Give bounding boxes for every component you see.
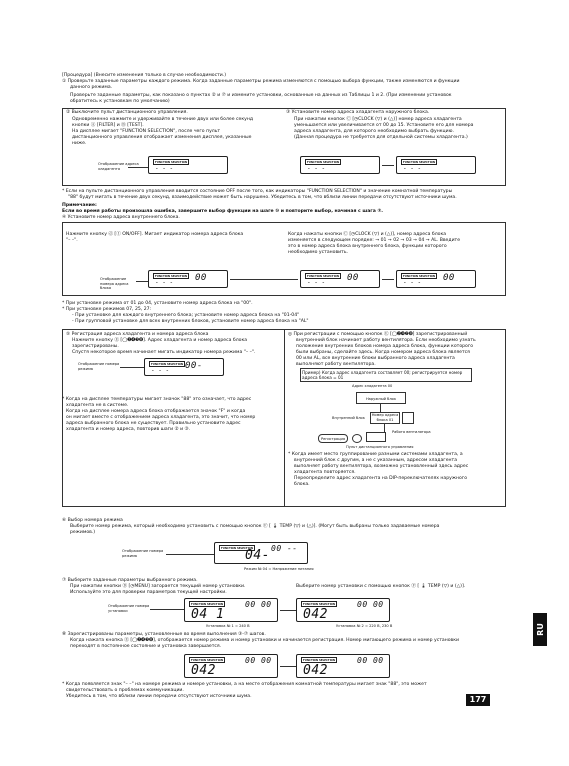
lcd-setting-digits: 042 <box>191 663 216 678</box>
step1-text: данного режима. <box>70 85 113 90</box>
step3-text: При нажатии кнопок Ⓒ [◷CLOCK (▽) и (△)] номер адреса хладагента <box>294 117 462 122</box>
remote-controller-icon <box>366 432 386 442</box>
lcd-digits: 00- <box>185 361 203 371</box>
function-selection-badge: FUNCTION SELECTION <box>307 274 340 278</box>
step2-title: ② Выключите пульт дистанционного управления. <box>66 110 188 115</box>
group-note: выполняет работу вентилятора, возможно установленный здесь адрес <box>294 464 469 469</box>
lcd-display <box>296 654 390 678</box>
step5-note: Когда на дисплее номера адреса блока отображается значок "F" и когда <box>66 409 246 414</box>
step1-text: ① Проверьте заданные параметры каждого режима. Когда заданные параметры режима изменяются с помощью выбора функции, также изменяются и функции <box>62 79 460 84</box>
lcd-dashes: - - - <box>151 367 170 374</box>
footer-note: свидетельствовать о проблемах коммуникации. <box>66 688 184 693</box>
function-selection-badge: FUNCTION SELECTION <box>191 602 224 606</box>
arrow-line <box>280 666 296 667</box>
diagram-address-label: Адрес хладагента 00 <box>352 384 393 388</box>
remote-controller-label: Пульт дистанционного управления <box>346 445 414 449</box>
leader-line <box>128 167 148 168</box>
unit-number-label: Отображение номера адреса блока <box>100 277 129 291</box>
indoor-unit-box <box>402 412 414 424</box>
lcd-setting-digits: 042 <box>303 607 328 622</box>
step5-note: * Когда на дисплее температуры мигает значок "88" это означает, что адрес <box>62 397 252 402</box>
lcd-display <box>396 270 476 288</box>
unit-address-label: Номер адреса блока 01 <box>371 413 399 422</box>
footer-note: * Когда появляется знак "– –" на номере режима и номере установки, а на месте отображения комнатной температуры мигает знак "88", это может <box>62 682 427 687</box>
lcd-dashes: - - - <box>307 165 326 172</box>
lcd-digits: 00 00 <box>357 600 384 609</box>
step7-text: Выберите номер установки с помощью кнопок Ⓕ [ 🌡 TEMP (▽) и (△)]. <box>296 584 466 589</box>
step3-text: уменьшается или увеличивается от 00 до 15. Установите его для номера <box>294 123 474 128</box>
step6-text: Выберите номер режима, который необходимо установить с помощью кнопок Ⓕ [ 🌡 TEMP (▽) и (△)]. (Могут быть выбраны только задаваемые номера <box>70 524 440 529</box>
lcd-digits: 00 <box>347 273 359 283</box>
step4-text: Нажмите кнопку ⓓ [Ⓘ ON/OFF]. Мигает индикатор номера адреса блока <box>66 232 244 237</box>
refrigerant-address-label: Отображение адреса хладагента <box>98 162 139 171</box>
indoor-unit-box <box>370 412 400 424</box>
step5-text: Нажмите кнопку Ⓔ [◯➋➍❼➑]. Адрес хладагента и номер адреса блока <box>72 338 248 343</box>
step5-note: адреса выбранного блока не существует. Правильно установите адрес <box>66 421 241 426</box>
step2-text: ниже. <box>72 141 87 146</box>
lcd-dashes: - - - <box>155 279 174 286</box>
function-selection-badge: FUNCTION SELECTION <box>221 546 254 550</box>
setting-number-label: Отображение номера установки <box>108 604 150 613</box>
step6-text: режимов.) <box>70 530 96 535</box>
lcd-digits: 00 -- <box>271 544 298 553</box>
example-text: Пример) Когда адрес хладагента составляет 00; регистрируется номер адреса блока = 01 <box>302 370 463 381</box>
function-selection-badge: FUNCTION SELECTION <box>303 658 336 662</box>
lcd-display <box>214 542 308 564</box>
step2-text: дистанционного управления отображает изменения дисплея, указанные <box>72 135 252 140</box>
lcd-digits: 00 <box>195 273 207 283</box>
group-note: Переопределите адрес хладагента на DIP-переключателях наружного <box>294 476 468 481</box>
step3-text: адреса хладагента, для которого необходимо выбрать функцию. <box>294 129 454 134</box>
lcd-display <box>300 270 380 288</box>
lcd-display <box>148 270 228 288</box>
step4-note: - При установке для каждого внутреннего блока; установите номер адреса блока на "01-04" <box>72 313 300 318</box>
step4-text: необходимо установить. <box>288 250 348 255</box>
function-selection-badge: FUNCTION SELECTION <box>151 362 184 366</box>
registration-bubble <box>318 434 348 443</box>
group-registration-text: положение внутренних блоков номера адреса блока, функции которого <box>296 344 474 349</box>
hand-icon <box>352 434 362 443</box>
arrow-line <box>382 165 394 166</box>
column-divider <box>284 329 285 507</box>
lcd-display <box>396 156 476 174</box>
group-note: внутренний блок с другим, а не с указанным, адресом хладагента <box>294 458 458 463</box>
lcd-display <box>300 156 380 174</box>
step6-title: ⑥ Выбор номера режима <box>62 518 123 523</box>
lcd-digits: 00 00 <box>357 656 384 665</box>
page-number: 177 <box>466 694 490 706</box>
step5-title: ⑤ Регистрация адреса хладагента и номера адреса блока <box>66 332 209 337</box>
function-selection-badge: FUNCTION SELECTION <box>403 274 436 278</box>
note-warning: Если во время работы произошла ошибка, завершите выбор функции на шаге ⑩ и повторите выбор, начиная с шага ②. <box>62 209 384 214</box>
step4-note: * При установке режима от 01 до 04, установите номер адреса блока на "00". <box>62 301 253 306</box>
setting-caption: Установка № 2 = 220 В, 230 В <box>336 624 393 628</box>
lcd-display <box>184 598 278 622</box>
step8-title: ⑧ Зарегистрированы параметры, установленные во время выполнения ③-⑦ шагов. <box>62 632 266 637</box>
indoor-unit-label: Внутренний блок <box>332 416 365 420</box>
lcd-display <box>148 156 228 174</box>
outdoor-unit-box <box>356 392 406 404</box>
lcd-digits: 00 00 <box>245 600 272 609</box>
lcd-dashes: - - - <box>155 165 174 172</box>
function-selection-badge: FUNCTION SELECTION <box>307 160 340 164</box>
language-tab <box>533 613 547 646</box>
arrow-line <box>382 279 394 280</box>
step4-text: это в номер адреса блока внутреннего блока, функции которого <box>288 244 447 249</box>
fan-operation-label: Работа вентилятора <box>392 430 431 434</box>
function-selection-badge: FUNCTION SELECTION <box>155 160 188 164</box>
arrow-line <box>280 610 296 611</box>
step5-note: он мигает вместе с отображением адреса хладагента, это значит, что номер <box>66 415 256 420</box>
function-selection-badge: FUNCTION SELECTION <box>155 274 188 278</box>
lcd-dashes: - - - <box>403 279 422 286</box>
step5-note: хладагента не в системе. <box>66 403 129 408</box>
step1-text: обратитесь к установкам по умолчанию) <box>70 99 170 104</box>
group-registration-text: выполняют работу вентилятора. <box>296 362 376 367</box>
registration-label: Регистрация <box>320 437 346 441</box>
lcd-dashes: - - - <box>403 165 422 172</box>
mode-caption: Режим № 04 = Напряжение питания <box>244 567 314 571</box>
step4-text: изменяется в следующем порядке: → 01 → 02 → 03 → 04 → AL. Введите <box>288 238 461 243</box>
note-text: * Если на пульте дистанционного управления вводится состояние OFF после того, как индикаторы "FUNCTION SELECTION" и значение комнатной температуры <box>62 189 453 194</box>
leader-line <box>166 554 214 555</box>
group-note: * Когда имеет место группирование разными системами хладагента, а <box>288 452 463 457</box>
function-selection-badge: FUNCTION SELECTION <box>191 658 224 662</box>
function-selection-badge: FUNCTION SELECTION <box>303 602 336 606</box>
step2-text: На дисплее мигает "FUNCTION SELECTION", после чего пульт <box>72 129 221 134</box>
connector-line <box>384 424 385 432</box>
group-registration-text: 00 или AL, все внутренние блоки выбранного адреса хладагента <box>296 356 455 361</box>
step7-title: ⑦ Выберите заданные параметры выбранного режима. <box>62 578 198 583</box>
step2-text: Одновременно нажмите и удерживайте в течение двух или более секунд <box>72 117 254 122</box>
step4-note: - При групповой установке для всех внутренних блоков, установите номер адреса блока на "AL" <box>72 319 309 324</box>
lcd-setting-digits: 04 1 <box>191 607 225 622</box>
arrow-line <box>230 279 298 280</box>
step5-text: зарегистрированы. <box>72 344 119 349</box>
group-note: хладагента повторяется. <box>294 470 356 475</box>
note-title: Примечание: <box>62 203 97 208</box>
step5-text: Спустя некоторое время начинает мигать индикатор номера режима "– –". <box>72 350 256 355</box>
leader-line <box>136 281 148 282</box>
step4-title: ④ Установите номер адреса внутреннего блока. <box>62 215 180 220</box>
lcd-dashes: - - - <box>307 279 326 286</box>
note-text: "88" будут мигать в течение двух секунд, взаимодействие может быть нарушено. Убедитесь в том, что вблизи линии передачи отсутствуют источники шума. <box>68 195 457 200</box>
step3-text: (Данная процедура не требуется для отдельной системы хладагента.) <box>294 135 468 140</box>
step4-note: * При установке режимов 07, 25, 27: <box>62 307 152 312</box>
group-registration-text: ◎ При регистрации с помощью кнопок Ⓔ [◯➋➍❼➑] зарегистрированный <box>288 332 468 337</box>
procedure-heading: [Процедура] (Внесите изменения только в случае необходимости.) <box>62 73 227 78</box>
leader-line <box>150 609 184 610</box>
language-tab-label: RU <box>535 623 545 636</box>
footer-note: Убедитесь в том, что вблизи линии передачи отсутствуют источники шума. <box>66 694 252 699</box>
leader-line <box>120 367 144 368</box>
group-registration-text: внутренний блок начинает работу вентилятора. Если необходимо узнать <box>296 338 476 343</box>
step2-text: кнопки Ⓐ [FILTER] и Ⓑ [TEST]. <box>72 123 144 128</box>
lcd-setting-digits: 042 <box>303 663 328 678</box>
step7-text: Используйте это для проверки параметров текущей настройки. <box>70 590 227 595</box>
lcd-display <box>144 358 224 376</box>
lcd-digits: 00 00 <box>245 656 272 665</box>
step1-text: Проверьте заданные параметры, как показано о пунктах ② и ⑦ и измените установки, основанные на данных из Таблицы 1 и 2. (При изменении установок <box>70 93 452 98</box>
lcd-digits: 00 <box>443 273 455 283</box>
mode-number-label: Отображение номера режима <box>122 549 164 558</box>
step4-text: "– –". <box>66 238 78 243</box>
group-registration-text: были выбраны, сделайте здесь. Когда номером адреса блока является <box>296 350 470 355</box>
step7-text: При нажатии кнопки Ⓓ [◷MENU] загорается текущий номер установки. <box>70 584 246 589</box>
connector-line <box>380 404 381 412</box>
step8-text: Когда нажата кнопка Ⓔ [◯➋➍❼➑], отображается номер режима и номер установки и начинается регистрация. Номер мигающего режима и номер установки <box>70 638 459 643</box>
lcd-display <box>296 598 390 622</box>
lcd-display <box>184 654 278 678</box>
step4-text: Когда нажаты кнопки Ⓒ [◷CLOCK (▽) и (△)], номер адреса блока <box>288 232 447 237</box>
step3-title: ③ Установите номер адреса хладагента наружного блока. <box>286 110 430 115</box>
setting-caption: Установка № 1 = 240 В <box>206 624 250 628</box>
outdoor-unit-label: Наружный блок <box>365 397 397 401</box>
mode-number-label: Отображение номера режима <box>78 362 120 371</box>
group-note: блока. <box>294 482 310 487</box>
function-selection-badge: FUNCTION SELECTION <box>403 160 436 164</box>
lcd-mode-digits: 04- <box>245 548 270 563</box>
step8-text: переходят в постоянное состояние и установка завершается. <box>70 644 222 649</box>
step5-note: хладагента и номер адреса, повторив шаги ② и ③. <box>66 427 191 432</box>
